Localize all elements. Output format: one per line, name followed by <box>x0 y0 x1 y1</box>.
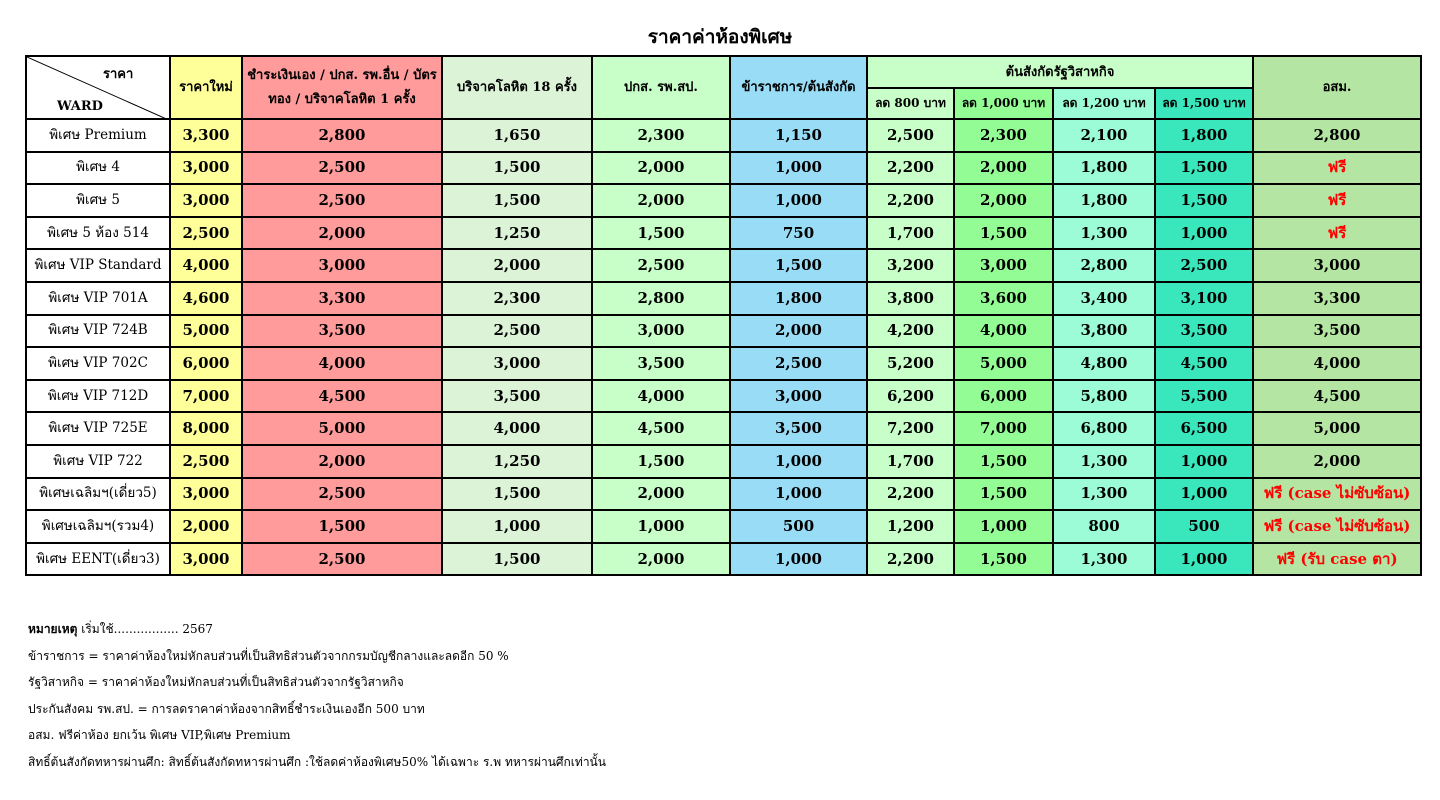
price-cell-self-pay: 3,000 <box>242 249 442 282</box>
price-cell-sso: 2,000 <box>592 543 730 576</box>
ward-name-cell: พิเศษเฉลิมฯ(เดี่ยว5) <box>26 478 170 511</box>
price-cell-new-price: 2,500 <box>170 217 242 250</box>
price-cell-se1000: 1,500 <box>954 478 1053 511</box>
price-cell-donate18: 1,650 <box>442 119 592 152</box>
price-cell-sso: 2,500 <box>592 249 730 282</box>
price-cell-self-pay: 2,800 <box>242 119 442 152</box>
price-cell-se1000: 3,000 <box>954 249 1053 282</box>
price-cell-self-pay: 2,000 <box>242 445 442 478</box>
price-cell-se1000: 5,000 <box>954 347 1053 380</box>
price-cell-osm: ฟรี (รับ case ตา) <box>1253 543 1421 576</box>
ward-name-cell: พิเศษ Premium <box>26 119 170 152</box>
table-row <box>26 510 1421 543</box>
price-cell-se1500: 1,000 <box>1155 217 1253 250</box>
price-cell-se1200: 800 <box>1053 510 1155 543</box>
table-row <box>26 249 1421 282</box>
price-cell-se1500: 1,500 <box>1155 184 1253 217</box>
price-cell-se800: 5,200 <box>867 347 954 380</box>
table-row <box>26 543 1421 576</box>
price-cell-donate18: 2,300 <box>442 282 592 315</box>
price-cell-sso: 3,000 <box>592 315 730 348</box>
price-cell-civil: 1,000 <box>730 543 867 576</box>
price-cell-new-price: 4,000 <box>170 249 242 282</box>
ward-name-cell: พิเศษ VIP Standard <box>26 249 170 282</box>
price-cell-se1200: 6,800 <box>1053 412 1155 445</box>
price-cell-sso: 2,800 <box>592 282 730 315</box>
price-cell-self-pay: 2,500 <box>242 184 442 217</box>
price-cell-sso: 2,000 <box>592 478 730 511</box>
price-cell-se1000: 6,000 <box>954 380 1053 413</box>
price-cell-se800: 2,200 <box>867 543 954 576</box>
price-cell-se1500: 3,500 <box>1155 315 1253 348</box>
price-cell-se1000: 2,300 <box>954 119 1053 152</box>
price-cell-new-price: 4,600 <box>170 282 242 315</box>
price-cell-donate18: 1,000 <box>442 510 592 543</box>
note-state-enterprise: รัฐวิสาหกิจ = ราคาค่าห้องใหม่หักลบส่วนที่เป็นสิทธิส่วนตัวจากรัฐวิสาหกิจ <box>28 675 404 689</box>
price-cell-donate18: 1,250 <box>442 445 592 478</box>
price-cell-sso: 2,300 <box>592 119 730 152</box>
page-title: ราคาค่าห้องพิเศษ <box>647 26 793 48</box>
corner-ward-label: WARD <box>57 99 103 114</box>
price-cell-self-pay: 2,500 <box>242 478 442 511</box>
price-cell-se1200: 1,300 <box>1053 445 1155 478</box>
price-cell-se1000: 4,000 <box>954 315 1053 348</box>
price-cell-osm: 4,500 <box>1253 380 1421 413</box>
price-cell-osm: 5,000 <box>1253 412 1421 445</box>
price-cell-self-pay: 5,000 <box>242 412 442 445</box>
price-cell-se800: 6,200 <box>867 380 954 413</box>
header-state-enterprise: ต้นสังกัดรัฐวิสาหกิจ <box>867 56 1253 88</box>
price-cell-se1200: 3,400 <box>1053 282 1155 315</box>
table-row <box>26 315 1421 348</box>
price-cell-self-pay: 4,000 <box>242 347 442 380</box>
price-cell-new-price: 3,000 <box>170 184 242 217</box>
corner-header-cell <box>26 56 170 119</box>
price-cell-new-price: 6,000 <box>170 347 242 380</box>
ward-name-cell: พิเศษ 4 <box>26 152 170 185</box>
price-cell-civil: 1,000 <box>730 184 867 217</box>
price-cell-se1000: 1,500 <box>954 543 1053 576</box>
price-cell-donate18: 2,500 <box>442 315 592 348</box>
note-civil: ข้าราชการ = ราคาค่าห้องใหม่หักลบส่วนที่เป็นสิทธิส่วนตัวจากกรมบัญชีกลางและลดอีก 50 % <box>28 648 509 663</box>
table-row <box>26 478 1421 511</box>
price-cell-se1500: 500 <box>1155 510 1253 543</box>
price-cell-donate18: 1,500 <box>442 478 592 511</box>
table-row <box>26 380 1421 413</box>
price-cell-se1500: 6,500 <box>1155 412 1253 445</box>
price-cell-sso: 4,500 <box>592 412 730 445</box>
header-self-pay: ชำระเงินเอง / ปกส. รพ.อื่น / บัตรทอง / บริจาคโลหิต 1 ครั้ง <box>242 56 442 119</box>
price-cell-osm: 2,800 <box>1253 119 1421 152</box>
price-cell-self-pay: 2,500 <box>242 152 442 185</box>
header-donate18: บริจาคโลหิต 18 ครั้ง <box>442 56 592 119</box>
price-cell-new-price: 8,000 <box>170 412 242 445</box>
ward-name-cell: พิเศษ EENT(เดี่ยว3) <box>26 543 170 576</box>
price-cell-sso: 3,500 <box>592 347 730 380</box>
price-cell-se1200: 1,800 <box>1053 152 1155 185</box>
price-cell-se1500: 1,000 <box>1155 478 1253 511</box>
ward-name-cell: พิเศษเฉลิมฯ(รวม4) <box>26 510 170 543</box>
price-cell-civil: 1,000 <box>730 152 867 185</box>
ward-name-cell: พิเศษ VIP 702C <box>26 347 170 380</box>
price-cell-osm: ฟรี (case ไม่ซับซ้อน) <box>1253 478 1421 511</box>
header-se1000: ลด 1,000 บาท <box>954 88 1053 119</box>
price-cell-donate18: 1,500 <box>442 152 592 185</box>
header-sso: ปกส. รพ.สป. <box>592 56 730 119</box>
price-cell-se1000: 7,000 <box>954 412 1053 445</box>
price-cell-civil: 3,000 <box>730 380 867 413</box>
price-cell-new-price: 3,000 <box>170 478 242 511</box>
price-cell-civil: 750 <box>730 217 867 250</box>
price-cell-se1200: 1,300 <box>1053 478 1155 511</box>
price-cell-se800: 3,800 <box>867 282 954 315</box>
price-cell-self-pay: 2,500 <box>242 543 442 576</box>
table-row <box>26 217 1421 250</box>
price-cell-self-pay: 3,500 <box>242 315 442 348</box>
note-start <box>28 621 606 648</box>
price-cell-self-pay: 3,300 <box>242 282 442 315</box>
price-cell-osm: 3,000 <box>1253 249 1421 282</box>
price-cell-osm: 2,000 <box>1253 445 1421 478</box>
price-cell-sso: 4,000 <box>592 380 730 413</box>
ward-name-cell: พิเศษ VIP 712D <box>26 380 170 413</box>
price-cell-se1200: 2,800 <box>1053 249 1155 282</box>
notes-section <box>28 621 606 780</box>
price-cell-osm: ฟรี (case ไม่ซับซ้อน) <box>1253 510 1421 543</box>
price-cell-se1500: 3,100 <box>1155 282 1253 315</box>
price-cell-new-price: 3,000 <box>170 152 242 185</box>
price-cell-se800: 1,700 <box>867 445 954 478</box>
header-osm: อสม. <box>1253 56 1421 119</box>
price-cell-donate18: 1,250 <box>442 217 592 250</box>
note-veterans: สิทธิ์ต้นสังกัดทหารผ่านศึก: สิทธิ์ต้นสังกัดทหารผ่านศึก :ใช้ลดค่าห้องพิเศษ50% ได้เฉพาะ ร.พ ทหารผ่านศึกเท่านั้น <box>28 754 606 769</box>
price-cell-se1500: 2,500 <box>1155 249 1253 282</box>
note-osm: อสม. ฟรีค่าห้อง ยกเว้น พิเศษ VIP,พิเศษ Premium <box>28 728 291 742</box>
price-cell-se1200: 1,800 <box>1053 184 1155 217</box>
price-cell-self-pay: 2,000 <box>242 217 442 250</box>
price-cell-sso: 2,000 <box>592 152 730 185</box>
corner-price-label: ราคา <box>103 67 134 82</box>
price-cell-se800: 7,200 <box>867 412 954 445</box>
price-cell-new-price: 5,000 <box>170 315 242 348</box>
price-cell-se1500: 5,500 <box>1155 380 1253 413</box>
price-cell-donate18: 3,500 <box>442 380 592 413</box>
ward-name-cell: พิเศษ VIP 722 <box>26 445 170 478</box>
price-cell-sso: 2,000 <box>592 184 730 217</box>
price-cell-se800: 2,200 <box>867 184 954 217</box>
price-cell-donate18: 2,000 <box>442 249 592 282</box>
price-cell-donate18: 1,500 <box>442 543 592 576</box>
price-cell-donate18: 1,500 <box>442 184 592 217</box>
price-cell-civil: 500 <box>730 510 867 543</box>
table-row <box>26 184 1421 217</box>
price-cell-new-price: 2,500 <box>170 445 242 478</box>
price-cell-se1500: 1,000 <box>1155 445 1253 478</box>
price-cell-se800: 1,200 <box>867 510 954 543</box>
price-cell-self-pay: 1,500 <box>242 510 442 543</box>
table-row <box>26 445 1421 478</box>
price-cell-osm: 3,300 <box>1253 282 1421 315</box>
table-row <box>26 412 1421 445</box>
price-cell-se800: 4,200 <box>867 315 954 348</box>
price-cell-se1200: 1,300 <box>1053 543 1155 576</box>
price-cell-civil: 1,800 <box>730 282 867 315</box>
ward-name-cell: พิเศษ VIP 701A <box>26 282 170 315</box>
table-body <box>26 56 1421 575</box>
price-cell-sso: 1,000 <box>592 510 730 543</box>
price-cell-se1200: 3,800 <box>1053 315 1155 348</box>
price-cell-new-price: 2,000 <box>170 510 242 543</box>
price-cell-se800: 2,200 <box>867 478 954 511</box>
table-row <box>26 282 1421 315</box>
price-cell-osm: ฟรี <box>1253 184 1421 217</box>
header-row-1 <box>26 56 1421 88</box>
price-cell-civil: 1,500 <box>730 249 867 282</box>
price-cell-se1000: 3,600 <box>954 282 1053 315</box>
price-cell-civil: 3,500 <box>730 412 867 445</box>
price-cell-se800: 2,500 <box>867 119 954 152</box>
price-cell-se1200: 5,800 <box>1053 380 1155 413</box>
note-social-security: ประกันสังคม รพ.สป. = การลดราคาค่าห้องจากสิทธิ์ชำระเงินเองอีก 500 บาท <box>28 701 425 716</box>
header-civil: ข้าราชการ/ต้นสังกัด <box>730 56 867 119</box>
ward-name-cell: พิเศษ VIP 725E <box>26 412 170 445</box>
header-new-price: ราคาใหม่ <box>170 56 242 119</box>
header-se1200: ลด 1,200 บาท <box>1053 88 1155 119</box>
header-se1500: ลด 1,500 บาท <box>1155 88 1253 119</box>
price-cell-civil: 1,150 <box>730 119 867 152</box>
price-cell-self-pay: 4,500 <box>242 380 442 413</box>
price-cell-new-price: 3,000 <box>170 543 242 576</box>
price-cell-se1500: 1,500 <box>1155 152 1253 185</box>
price-cell-se800: 1,700 <box>867 217 954 250</box>
price-cell-se1000: 1,500 <box>954 445 1053 478</box>
price-cell-new-price: 7,000 <box>170 380 242 413</box>
ward-name-cell: พิเศษ VIP 724B <box>26 315 170 348</box>
price-cell-civil: 1,000 <box>730 445 867 478</box>
table-row <box>26 347 1421 380</box>
price-cell-new-price: 3,300 <box>170 119 242 152</box>
note-start-date: เริ่มใช้................. 2567 <box>77 622 213 636</box>
price-cell-se1200: 4,800 <box>1053 347 1155 380</box>
price-cell-se1000: 2,000 <box>954 152 1053 185</box>
price-cell-se1000: 2,000 <box>954 184 1053 217</box>
price-cell-se1500: 4,500 <box>1155 347 1253 380</box>
price-cell-sso: 1,500 <box>592 217 730 250</box>
table-row <box>26 152 1421 185</box>
price-cell-se1500: 1,000 <box>1155 543 1253 576</box>
header-se800: ลด 800 บาท <box>867 88 954 119</box>
price-cell-osm: ฟรี <box>1253 217 1421 250</box>
price-cell-civil: 2,000 <box>730 315 867 348</box>
table-row <box>26 119 1421 152</box>
price-cell-se1000: 1,500 <box>954 217 1053 250</box>
price-cell-se1000: 1,000 <box>954 510 1053 543</box>
price-cell-osm: 3,500 <box>1253 315 1421 348</box>
price-cell-donate18: 3,000 <box>442 347 592 380</box>
price-cell-sso: 1,500 <box>592 445 730 478</box>
ward-name-cell: พิเศษ 5 ห้อง 514 <box>26 217 170 250</box>
price-cell-se800: 3,200 <box>867 249 954 282</box>
price-cell-se1500: 1,800 <box>1155 119 1253 152</box>
price-cell-donate18: 4,000 <box>442 412 592 445</box>
price-cell-se1200: 1,300 <box>1053 217 1155 250</box>
price-cell-se1200: 2,100 <box>1053 119 1155 152</box>
price-cell-se800: 2,200 <box>867 152 954 185</box>
price-cell-osm: ฟรี <box>1253 152 1421 185</box>
price-cell-osm: 4,000 <box>1253 347 1421 380</box>
price-cell-civil: 1,000 <box>730 478 867 511</box>
room-price-table <box>25 55 1422 576</box>
ward-name-cell: พิเศษ 5 <box>26 184 170 217</box>
price-cell-civil: 2,500 <box>730 347 867 380</box>
note-label: หมายเหตุ <box>28 622 78 636</box>
